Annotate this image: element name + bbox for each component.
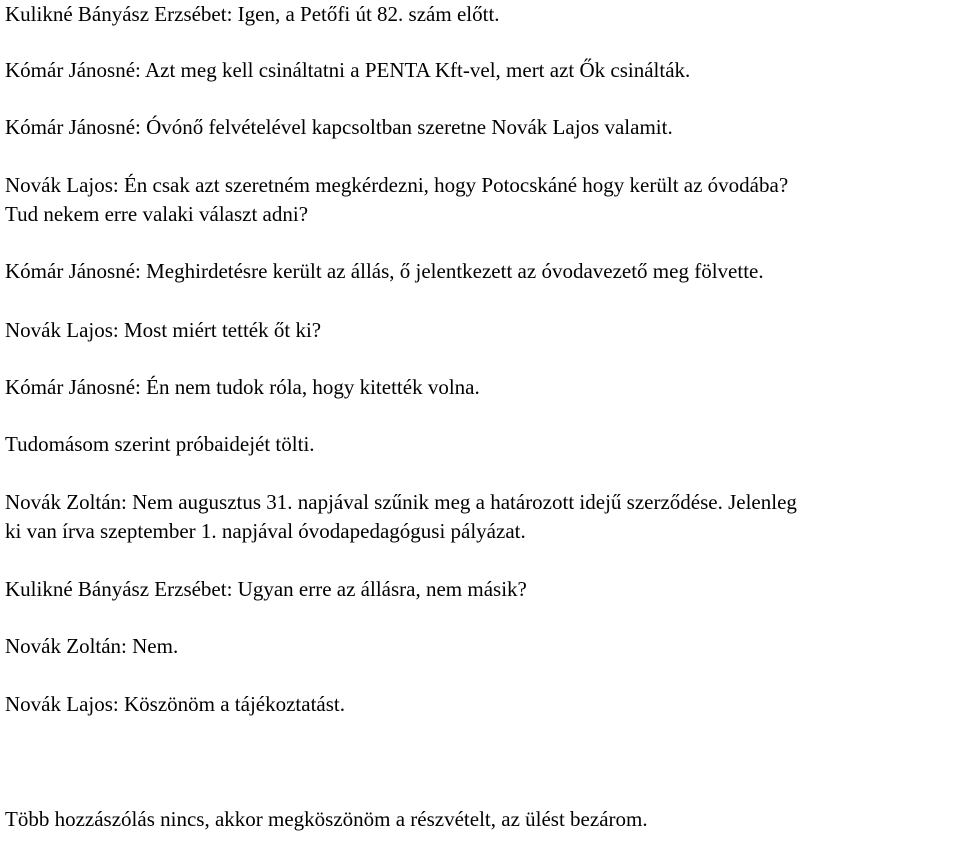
paragraph xyxy=(5,690,345,719)
text-line: Novák Lajos: Köszönöm a tájékoztatást. xyxy=(5,692,345,716)
paragraph xyxy=(5,575,527,604)
text-line: Kómár Jánosné: Azt meg kell csináltatni a PENTA Kft-vel, mert azt Ők csinálták. xyxy=(5,58,691,82)
text-line: Kómár Jánosné: Meghirdetésre került az állás, ő jelentkezett az óvodavezető meg fölvette. xyxy=(5,259,764,283)
paragraph xyxy=(5,56,690,85)
text-line: Tud nekem erre valaki választ adni? xyxy=(5,202,309,226)
text-line: Novák Zoltán: Nem. xyxy=(5,634,179,658)
text-line: Kulikné Bányász Erzsébet: Ugyan erre az állásra, nem másik? xyxy=(5,577,527,601)
paragraph xyxy=(5,257,764,286)
paragraph xyxy=(5,316,321,345)
text-line: Kulikné Bányász Erzsébet: Igen, a Petőfi út 82. szám előtt. xyxy=(5,2,500,26)
paragraph xyxy=(5,171,788,229)
paragraph xyxy=(5,805,648,834)
text-line: Kómár Jánosné: Óvónő felvételével kapcsoltban szeretne Novák Lajos valamit. xyxy=(5,115,673,139)
paragraph xyxy=(5,488,797,546)
text-line: ki van írva szeptember 1. napjával óvodapedagógusi pályázat. xyxy=(5,519,526,543)
paragraph xyxy=(5,632,178,661)
paragraph xyxy=(5,113,673,142)
text-line: Tudomásom szerint próbaidejét tölti. xyxy=(5,432,315,456)
paragraph xyxy=(5,0,500,29)
paragraph xyxy=(5,373,480,402)
text-line: Novák Lajos: Most miért tették őt ki? xyxy=(5,318,322,342)
paragraph xyxy=(5,430,315,459)
text-line: Novák Lajos: Én csak azt szeretném megkérdezni, hogy Potocskáné hogy került az óvodába? xyxy=(5,173,789,197)
text-line: Novák Zoltán: Nem augusztus 31. napjával szűnik meg a határozott idejű szerződése. Jelenleg xyxy=(5,490,797,514)
text-line: Több hozzászólás nincs, akkor megköszönöm a részvételt, az ülést bezárom. xyxy=(5,807,648,831)
text-line: Kómár Jánosné: Én nem tudok róla, hogy kitették volna. xyxy=(5,375,480,399)
